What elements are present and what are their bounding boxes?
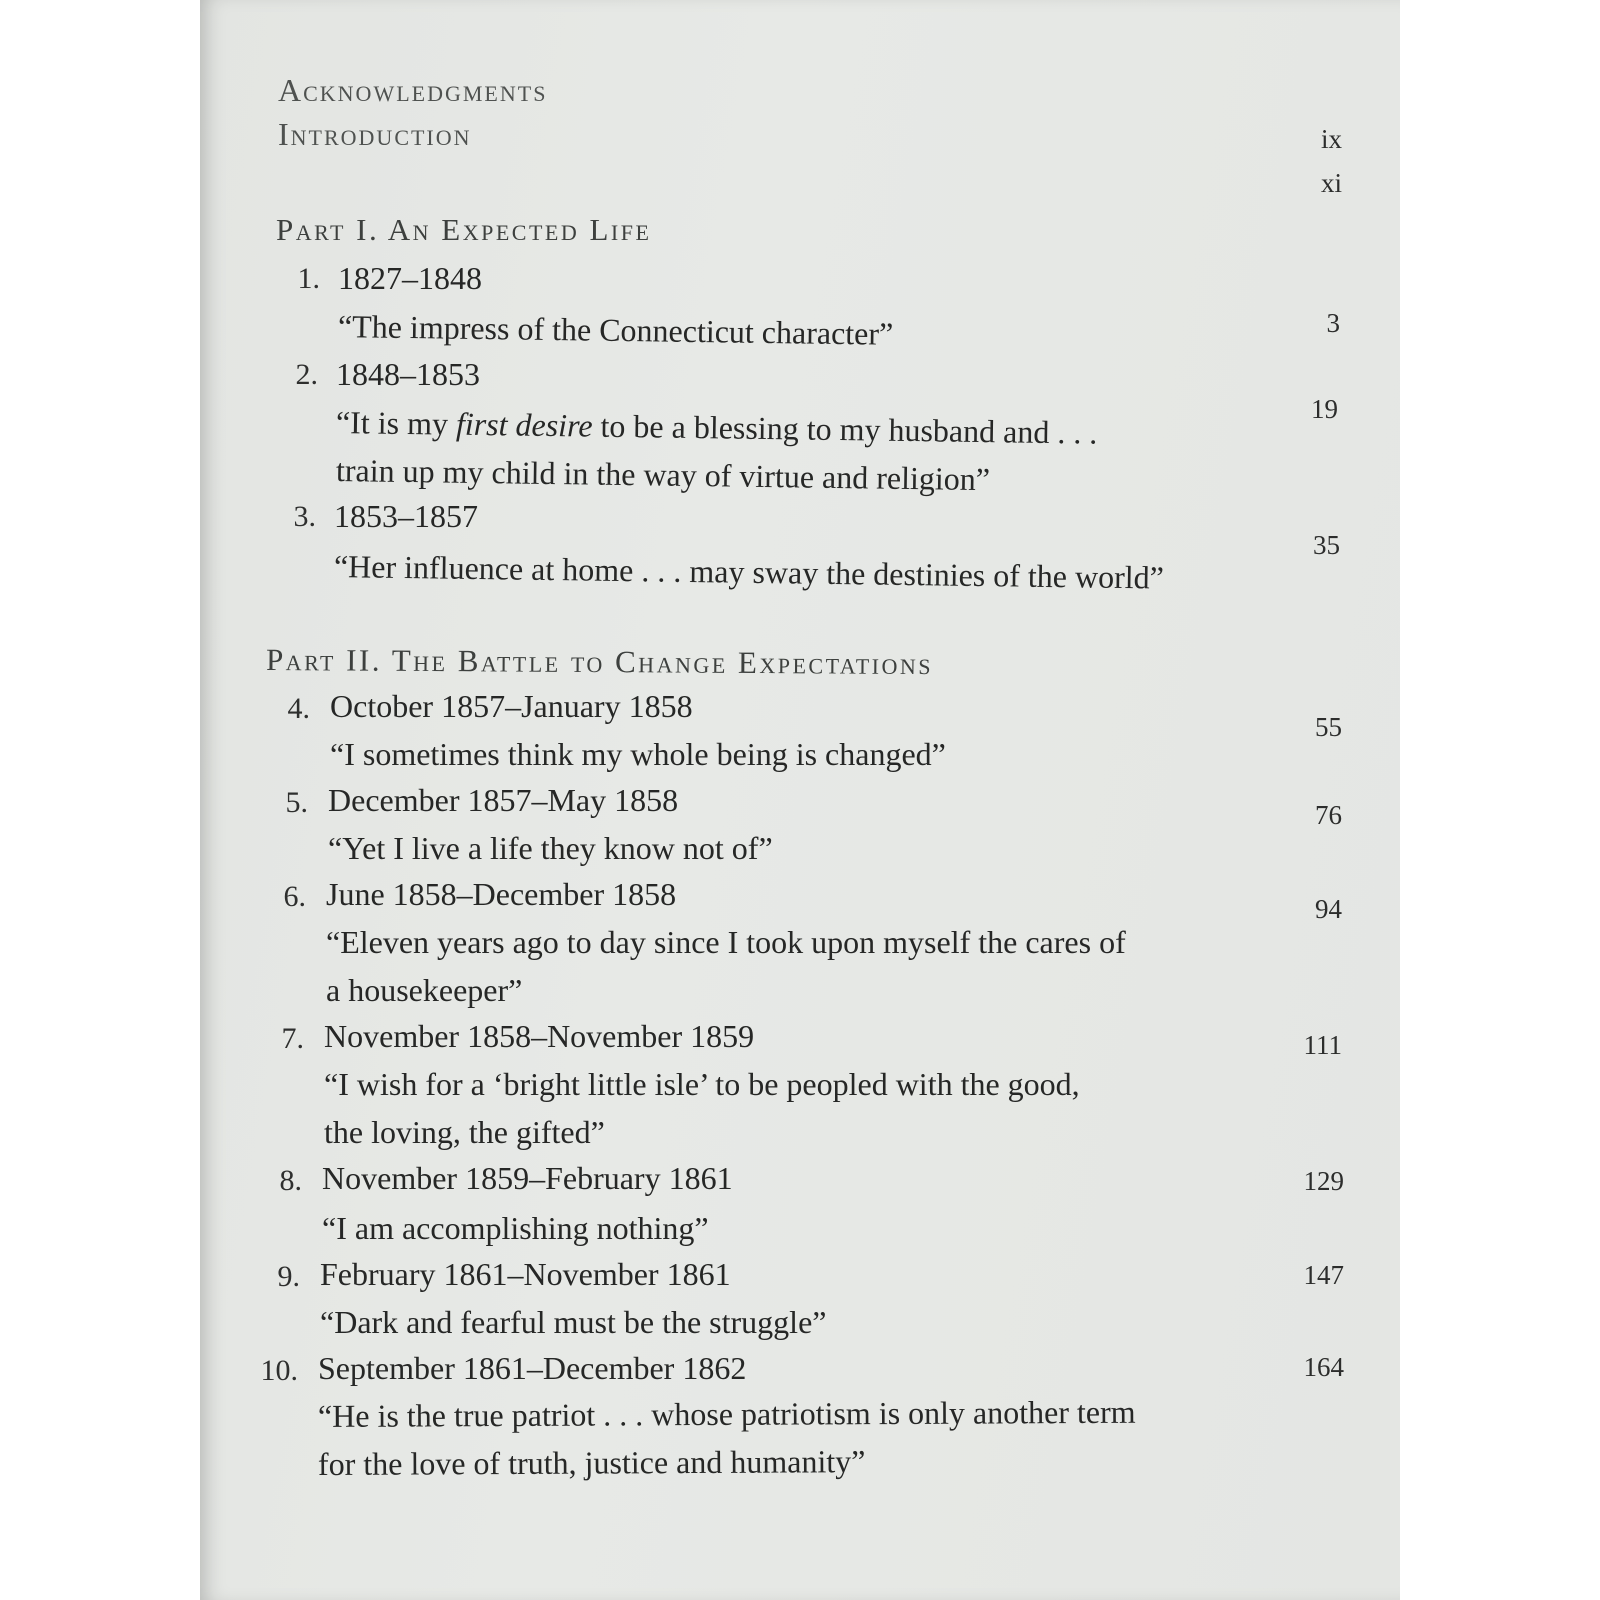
page-number: xi bbox=[1320, 168, 1342, 198]
page-number: 164 bbox=[1303, 1352, 1344, 1382]
chapter-quote: train up my child in the way of virtue and religion” bbox=[335, 452, 991, 498]
chapter-number: 8. bbox=[279, 1164, 302, 1197]
chapter-dates: November 1859–February 1861 bbox=[322, 1160, 733, 1196]
chapter-quote: “Dark and fearful must be the struggle” bbox=[320, 1304, 827, 1340]
part-heading: Part I. An Expected Life bbox=[276, 212, 652, 247]
chapter-dates: February 1861–November 1861 bbox=[320, 1256, 731, 1292]
chapter-number: 7. bbox=[281, 1022, 304, 1055]
chapter-quote: “Eleven years ago to day since I took upon myself the cares of bbox=[326, 924, 1126, 960]
chapter-number: 1. bbox=[297, 262, 320, 295]
chapter-dates: November 1858–November 1859 bbox=[324, 1018, 755, 1054]
chapter-quote: “It is my first desire to be a blessing to my husband and . . . bbox=[335, 404, 1098, 451]
chapter-dates: December 1857–May 1858 bbox=[328, 782, 679, 818]
chapter-quote: “He is the true patriot . . . whose patriotism is only another term bbox=[317, 1393, 1136, 1434]
page-number: 147 bbox=[1303, 1260, 1344, 1290]
chapter-number: 5. bbox=[285, 786, 308, 819]
chapter-dates: 1853–1857 bbox=[334, 498, 478, 534]
page-number: 129 bbox=[1303, 1166, 1344, 1196]
chapter-dates: September 1861–December 1862 bbox=[318, 1350, 747, 1386]
page-number: ix bbox=[1320, 124, 1342, 154]
page-number: 19 bbox=[1311, 394, 1338, 424]
chapter-quote: “Yet I live a life they know not of” bbox=[328, 830, 773, 866]
chapter-quote: “I wish for a ‘bright little isle’ to be peopled with the good, bbox=[324, 1066, 1080, 1102]
chapter-quote: “The impress of the Connecticut character” bbox=[337, 308, 894, 352]
chapter-quote: for the love of truth, justice and humanity” bbox=[317, 1443, 866, 1482]
front-matter-introduction: Introduction bbox=[278, 116, 472, 152]
chapter-number: 6. bbox=[283, 880, 306, 913]
quote-emphasis: first desire bbox=[455, 405, 593, 444]
chapter-quote: the loving, the gifted” bbox=[324, 1114, 605, 1150]
book-page bbox=[200, 0, 1400, 1600]
chapter-number: 9. bbox=[277, 1260, 300, 1293]
chapter-dates: October 1857–January 1858 bbox=[330, 688, 693, 724]
chapter-dates: 1848–1853 bbox=[336, 356, 480, 392]
chapter-dates: June 1858–December 1858 bbox=[326, 876, 677, 912]
front-matter-acknowledgments: Acknowledgments bbox=[278, 72, 548, 108]
chapter-quote: a housekeeper” bbox=[326, 972, 523, 1008]
chapter-quote: “I sometimes think my whole being is changed” bbox=[330, 736, 946, 772]
chapter-quote: “Her influence at home . . . may sway the destinies of the world” bbox=[333, 548, 1165, 596]
page-number: 55 bbox=[1315, 712, 1342, 742]
page-number: 94 bbox=[1315, 894, 1342, 924]
page-number: 3 bbox=[1326, 308, 1340, 338]
chapter-quote: “I am accomplishing nothing” bbox=[322, 1210, 709, 1246]
chapter-number: 10. bbox=[260, 1354, 298, 1387]
page-number: 35 bbox=[1313, 530, 1340, 560]
chapter-dates: 1827–1848 bbox=[338, 260, 482, 296]
page-number: 76 bbox=[1315, 800, 1342, 830]
chapter-number: 4. bbox=[287, 692, 310, 725]
part-heading: Part II. The Battle to Change Expectations bbox=[265, 642, 934, 682]
chapter-number: 2. bbox=[295, 358, 318, 391]
page-number: 111 bbox=[1303, 1030, 1342, 1060]
chapter-number: 3. bbox=[293, 500, 316, 533]
